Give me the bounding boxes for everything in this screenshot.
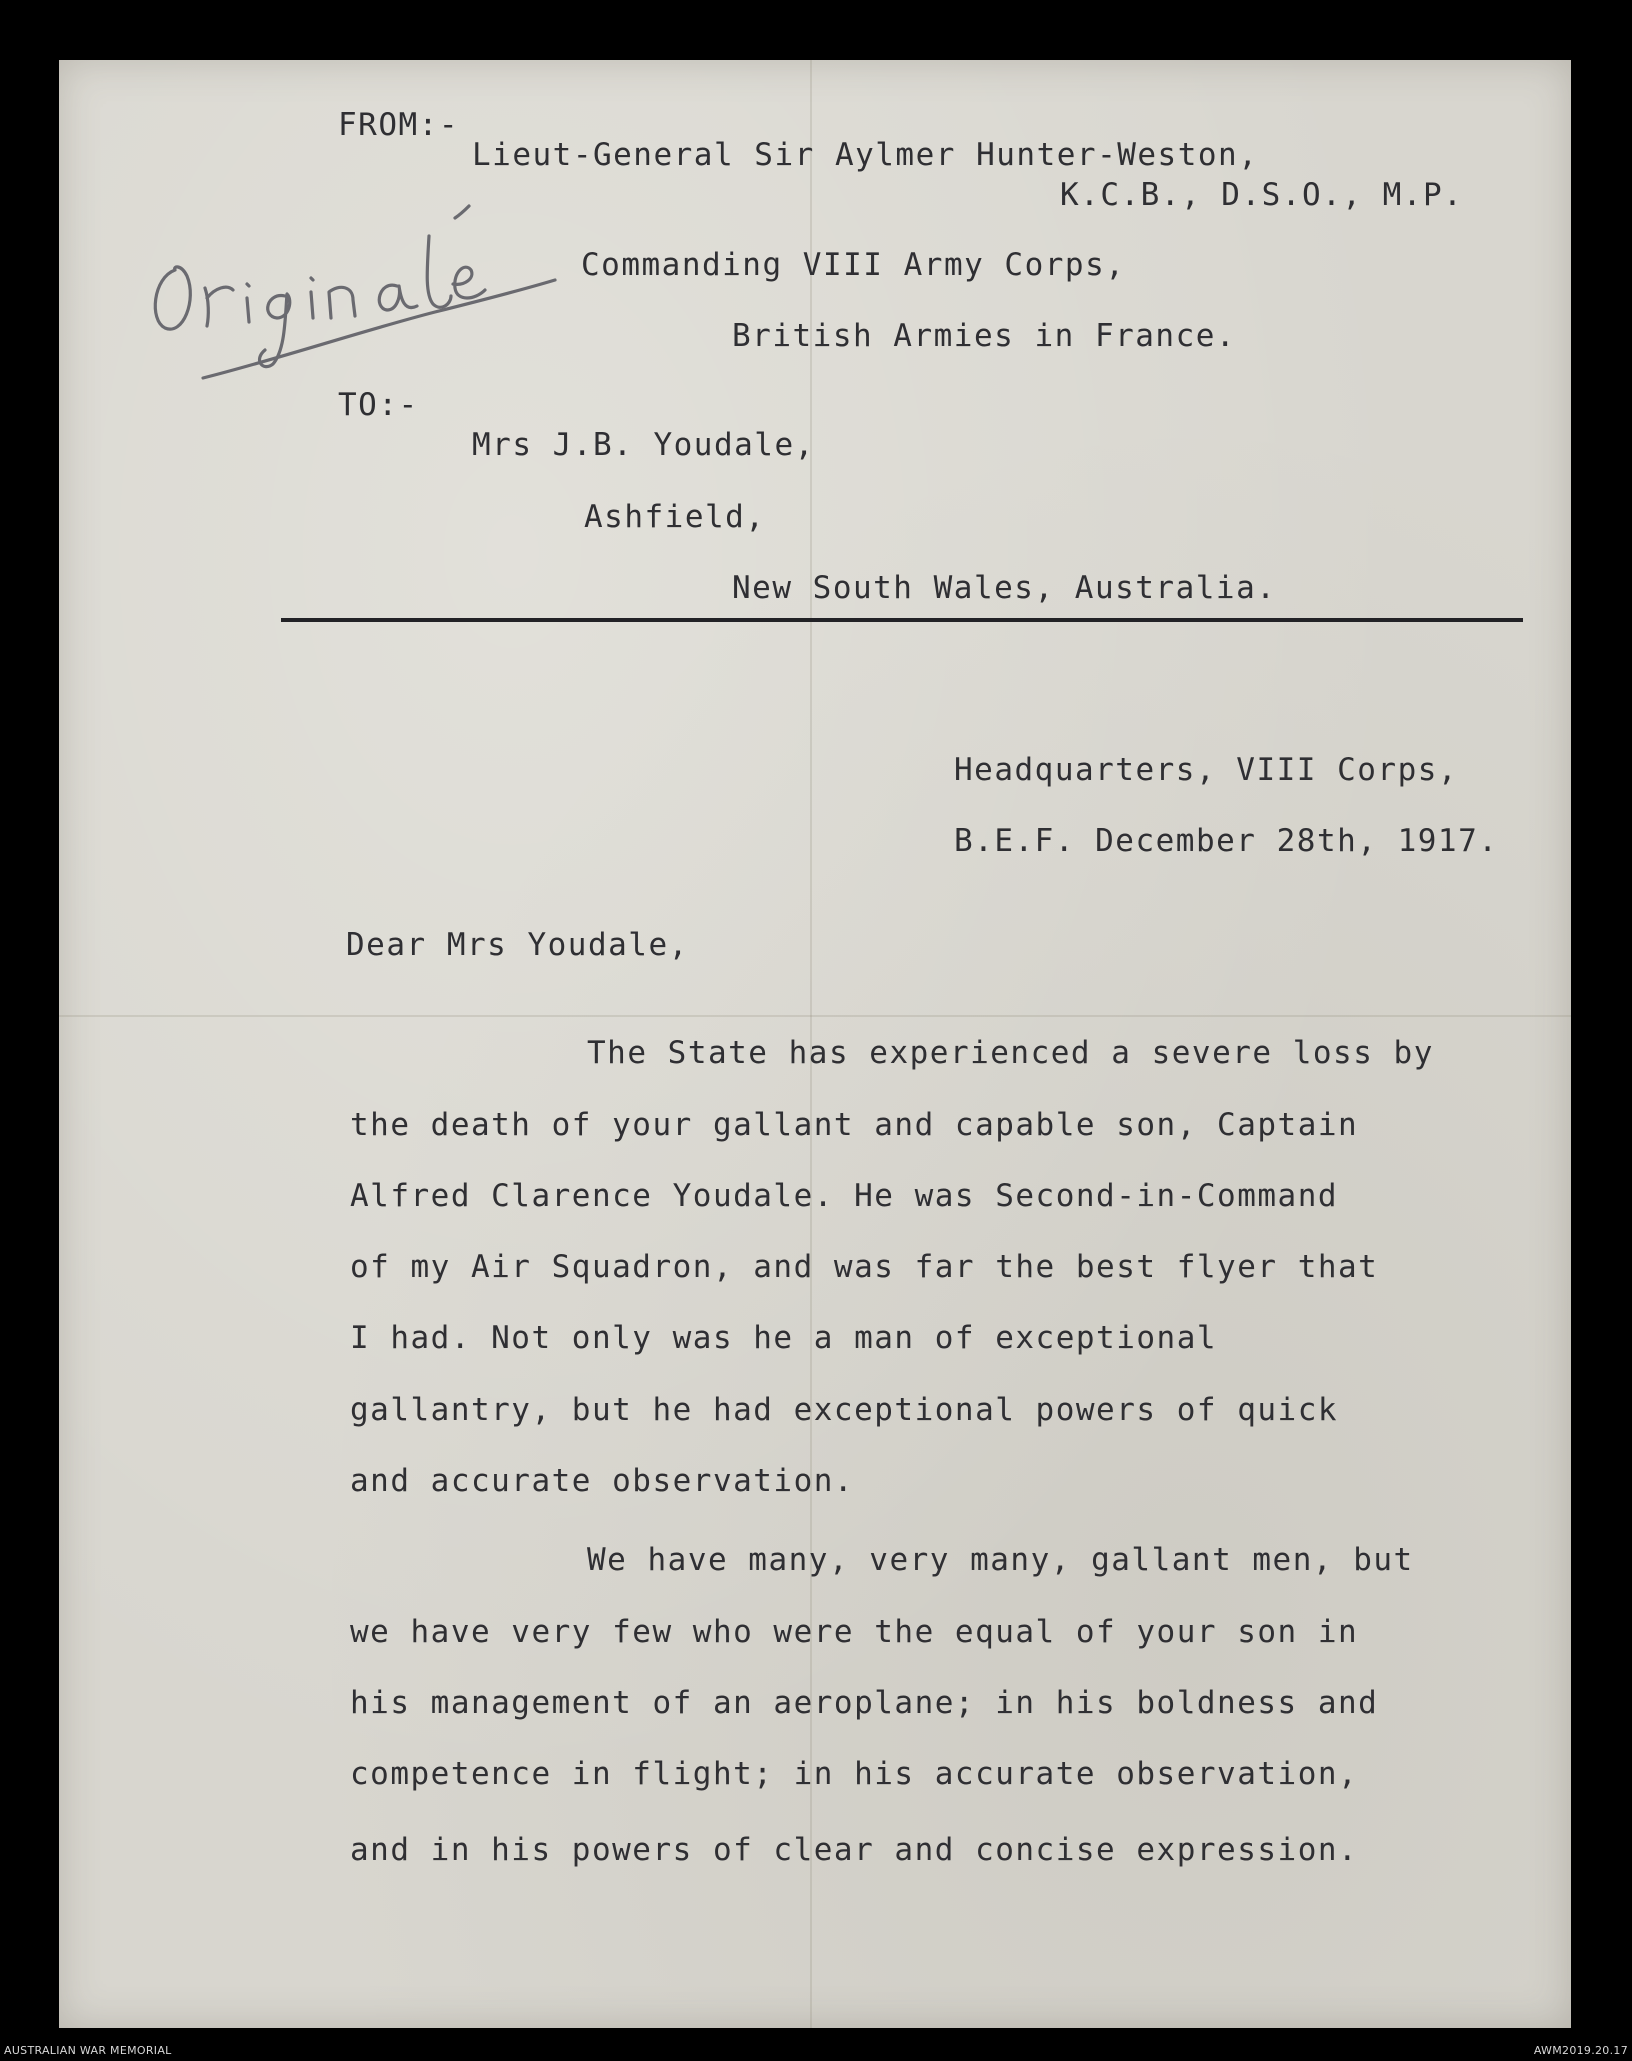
handwritten-original-annotation	[135, 200, 575, 395]
body-line: we have very few who were the equal of your son in	[350, 1614, 1359, 1650]
body-line: Alfred Clarence Youdale. He was Second-in-Command	[350, 1178, 1339, 1214]
body-line: I had. Not only was he a man of exceptional	[350, 1320, 1218, 1356]
body-line: We have many, very many, gallant men, but	[587, 1542, 1414, 1578]
body-line: his management of an aeroplane; in his boldness and	[350, 1685, 1379, 1721]
recipient-state: New South Wales, Australia.	[732, 570, 1277, 606]
recipient-suburb: Ashfield,	[584, 499, 766, 535]
header-divider	[281, 618, 1523, 622]
sender-honours: K.C.B., D.S.O., M.P.	[1060, 177, 1464, 213]
body-line: The State has experienced a severe loss by	[587, 1035, 1434, 1071]
from-label: FROM:-	[338, 107, 459, 143]
to-label: TO:-	[338, 387, 419, 423]
salutation: Dear Mrs Youdale,	[346, 927, 689, 963]
body-line: and in his powers of clear and concise expression.	[350, 1832, 1359, 1868]
date-line: B.E.F. December 28th, 1917.	[954, 823, 1499, 859]
recipient-name: Mrs J.B. Youdale,	[472, 427, 815, 463]
sender-command: Commanding VIII Army Corps,	[581, 247, 1126, 283]
body-line: and accurate observation.	[350, 1463, 855, 1499]
body-line: competence in flight; in his accurate observation,	[350, 1756, 1359, 1792]
body-line: gallantry, but he had exceptional powers of quick	[350, 1392, 1339, 1428]
body-line: of my Air Squadron, and was far the best flyer that	[350, 1249, 1379, 1285]
sender-name: Lieut-General Sir Aylmer Hunter-Weston,	[472, 137, 1259, 173]
sender-force: British Armies in France.	[732, 318, 1237, 354]
location-line: Headquarters, VIII Corps,	[954, 752, 1459, 788]
footer-reference: AWM2019.20.17	[1533, 2044, 1628, 2057]
fold-crease-horizontal	[59, 1015, 1571, 1017]
body-line: the death of your gallant and capable son, Captain	[350, 1107, 1359, 1143]
footer-institution: AUSTRALIAN WAR MEMORIAL	[4, 2044, 172, 2057]
